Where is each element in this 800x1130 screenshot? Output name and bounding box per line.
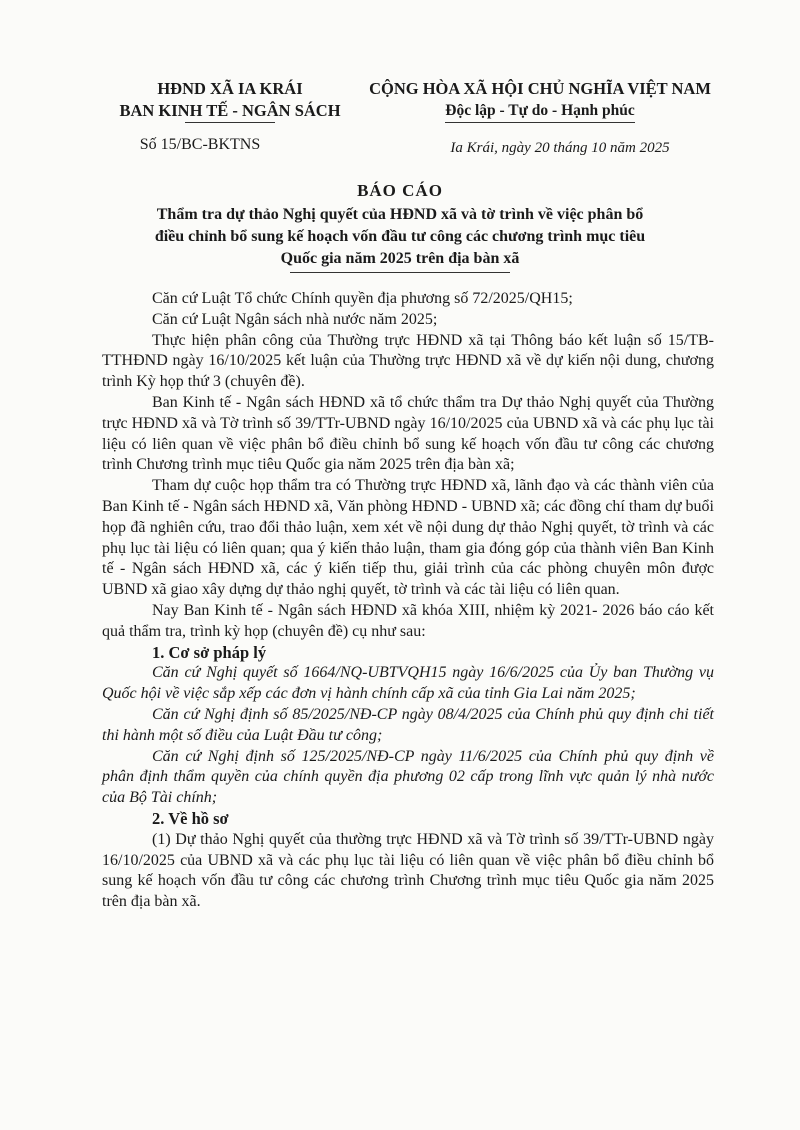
document-title: BÁO CÁO — [357, 181, 443, 200]
committee-name: BAN KINH TẾ - NGÂN SÁCH — [119, 101, 341, 120]
subtitle-line-3: Quốc gia năm 2025 trên địa bàn xã — [280, 250, 520, 267]
section-2-heading: 2. Về hồ sơ — [152, 808, 229, 828]
paragraph-assignment: Thực hiện phân công của Thường trực HĐND xã tại Thông báo kết luận số 15/TB-TTHĐND ngày 16/10/2025 kết luận của Thường trực HĐND xã về dự kiến nội dung, chương trình Kỳ họp thứ 3 (chuyên đề). — [102, 331, 714, 391]
national-title-block — [340, 78, 740, 123]
paragraph-review-scope: Ban Kinh tế - Ngân sách HĐND xã tổ chức thẩm tra Dự thảo Nghị quyết của Thường trực HĐND xã và Tờ trình số 39/TTr-UBND ngày 16/10/2025 của UBND xã và các phụ lục tài liệu có liên quan về việc phân bổ điều chỉnh bổ sung kế hoạch vốn đầu tư công các chương trình Chương trình mục tiêu Quốc gia năm 2025 trên địa bàn xã; — [102, 393, 714, 474]
document-number: Số 15/BC-BKTNS — [139, 136, 261, 153]
nation-name: CỘNG HÒA XÃ HỘI CHỦ NGHĨA VIỆT NAM — [369, 79, 711, 98]
council-name: HĐND XÃ IA KRÁI — [157, 79, 303, 98]
report-body — [102, 289, 714, 913]
paragraph-legal-basis-1: Căn cứ Luật Tổ chức Chính quyền địa phương số 72/2025/QH15; — [152, 290, 573, 307]
section-2-item: (1) Dự thảo Nghị quyết của thường trực HĐND xã và Tờ trình số 39/TTr-UBND ngày 16/10/2025 của UBND xã và các phụ lục tài liệu có liên quan về việc phân bổ điều chỉnh bổ sung kế hoạch vốn đầu tư công các chương trình Chương trình mục tiêu Quốc gia năm 2025 trên địa bàn xã. — [102, 830, 714, 911]
paragraph-legal-basis-2: Căn cứ Luật Ngân sách nhà nước năm 2025; — [152, 310, 438, 328]
paragraph-report-intro: Nay Ban Kinh tế - Ngân sách HĐND xã khóa XIII, nhiệm kỳ 2021- 2026 báo cáo kết quả thẩm tra, trình kỳ họp (chuyên đề) cụ như sau: — [102, 601, 714, 640]
national-motto: Độc lập - Tự do - Hạnh phúc — [445, 102, 635, 119]
subtitle-underline — [290, 272, 510, 273]
subtitle-line-2: điều chỉnh bổ sung kế hoạch vốn đầu tư công các chương trình mục tiêu — [154, 228, 646, 245]
section-1-item: Căn cứ Nghị quyết số 1664/NQ-UBTVQH15 ngày 16/6/2025 của Ủy ban Thường vụ Quốc hội về việc sắp xếp các đơn vị hành chính cấp xã của tỉnh Gia Lai năm 2025; — [102, 664, 714, 703]
document-subtitle — [80, 204, 720, 273]
section-1-heading: 1. Cơ sở pháp lý — [152, 642, 267, 662]
subtitle-line-1: Thẩm tra dự thảo Nghị quyết của HĐND xã và tờ trình về việc phân bổ — [156, 206, 644, 223]
motto-underline — [445, 122, 635, 123]
agency-underline — [185, 122, 275, 123]
section-1-item: Căn cứ Nghị định số 125/2025/NĐ-CP ngày 11/6/2025 của Chính phủ quy định về phân định thẩm quyền của chính quyền địa phương 02 cấp trong lĩnh vực quản lý nhà nước của Bộ Tài chính; — [102, 747, 714, 807]
section-1-item: Căn cứ Nghị định số 85/2025/NĐ-CP ngày 08/4/2025 của Chính phủ quy định chi tiết thi hành một số điều của Luật Đầu tư công; — [102, 705, 714, 744]
issuing-agency-block — [100, 78, 360, 123]
paragraph-attendees: Tham dự cuộc họp thẩm tra có Thường trực HĐND xã, lãnh đạo và các thành viên của Ban Kinh tế - Ngân sách HĐND xã, Văn phòng HĐND - UBND xã; các đồng chí tham dự buổi họp đã nghiên cứu, trao đổi thảo luận, xem xét về nội dung dự thảo Nghị quyết, tờ trình và các phụ lục tài liệu có liên quan; qua ý kiến thảo luận, tham gia đóng góp của thành viên Ban Kinh tế - Ngân sách HĐND xã, các ý kiến tiếp thu, giải trình của các phòng chuyên môn được UBND xã giao xây dựng dự thảo nghị quyết, tờ trình và các tài liệu có liên quan. — [102, 477, 714, 599]
place-date: Ia Krái, ngày 20 tháng 10 năm 2025 — [450, 140, 670, 156]
